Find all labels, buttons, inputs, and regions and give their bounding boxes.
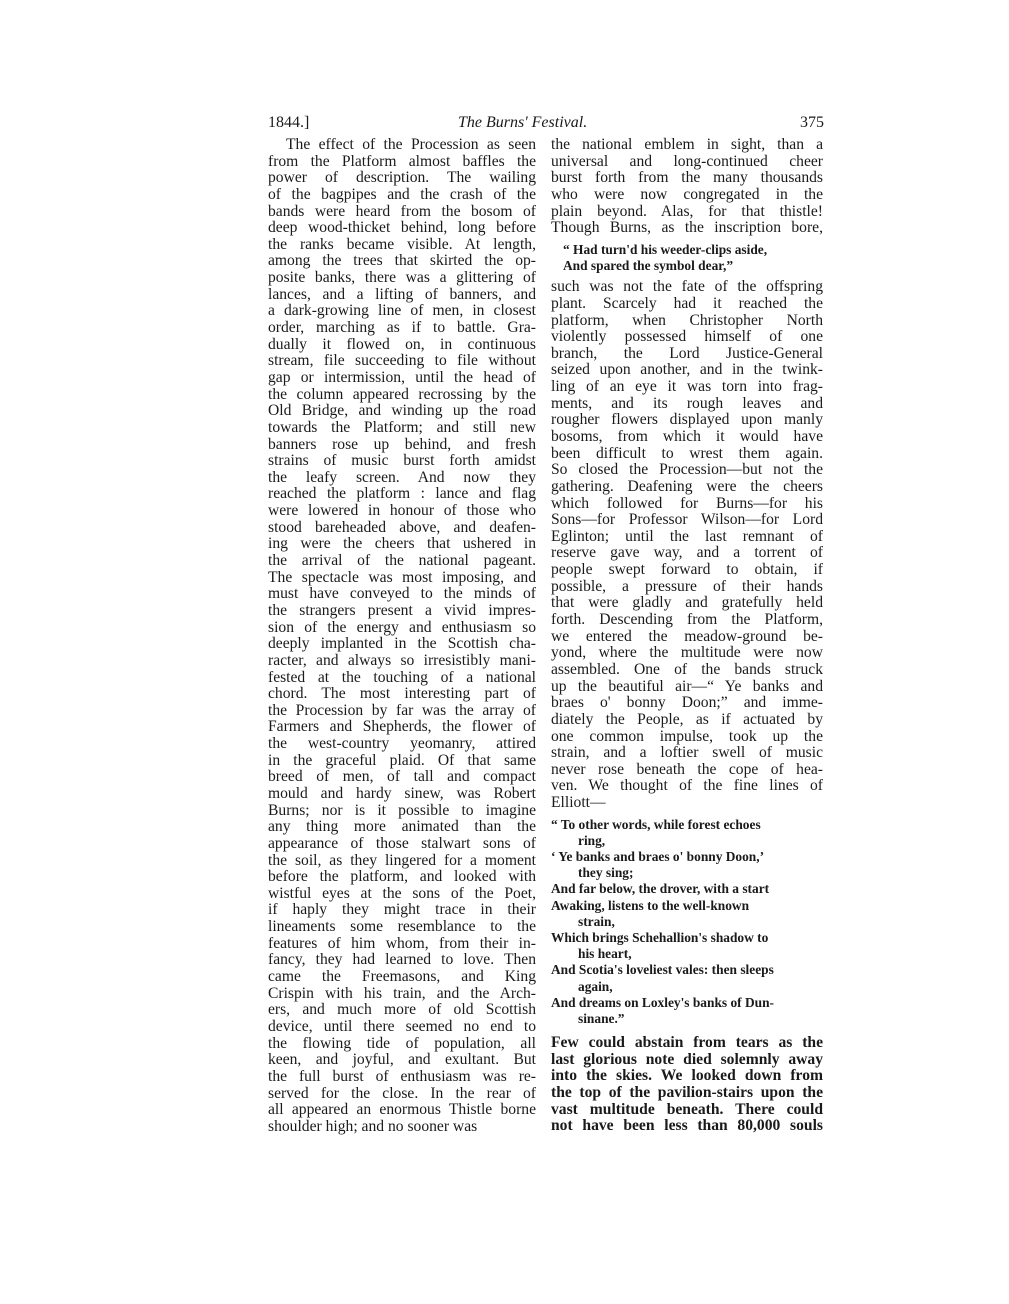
text-line: plant. Scarcely had it reached the — [551, 295, 823, 312]
text-line: possible, a pressure of their hands — [551, 578, 823, 595]
text-line: gathering. Deafening were the cheers — [551, 478, 823, 495]
verse-quote — [551, 817, 823, 1027]
text-line: lances, and a lifting of banners, and — [268, 286, 536, 303]
text-line: shoulder high; and no sooner was — [268, 1118, 478, 1135]
text-line: deep wood-thicket behind, long before — [268, 220, 536, 237]
text-line: Farmers and Shepherds, the flower of — [268, 719, 536, 736]
text-line: the arrival of the national pageant. — [268, 553, 536, 570]
text-line: ments, and its rough leaves and — [551, 395, 823, 412]
text-line: the ranks became visible. At length, — [268, 236, 536, 253]
text-line: the west-country yeomanry, attired — [268, 736, 536, 753]
text-line: served for the close. In the rear of — [268, 1085, 536, 1102]
text-line: the column appeared recrossing by the — [268, 386, 536, 403]
text-line: Elliott— — [551, 795, 606, 812]
text-line: Awaking, listens to the well-known — [551, 897, 750, 913]
text-line: again, — [578, 978, 613, 994]
text-line: from the Platform almost baffles the — [268, 153, 536, 170]
text-line: a dark-growing line of men, in closest — [268, 303, 536, 320]
text-line: not have been less than 80,000 souls — [551, 1118, 823, 1135]
text-line: fested at the touching of a national — [268, 669, 536, 686]
text-line: yond, where the multitude were now — [551, 645, 823, 662]
text-line: platform, when Christopher North — [551, 312, 823, 329]
text-line: ring, — [578, 832, 606, 848]
text-line: sinane.” — [578, 1010, 625, 1026]
text-line: burst forth from the many thousands — [551, 170, 823, 187]
text-line: ven. We thought of the fine lines of — [551, 778, 823, 795]
text-line: vast multitude beneath. There could — [551, 1101, 823, 1118]
text-line: stood bareheaded above, and deafen- — [268, 519, 536, 536]
text-line: keen, and joyful, and exultant. But — [268, 1052, 536, 1069]
text-line: order, marching as if to battle. Gra- — [268, 320, 536, 337]
running-title: The Burns' Festival. — [458, 114, 588, 131]
text-line: So closed the Procession—but not the — [551, 462, 823, 479]
text-line: strains of music burst forth amidst — [268, 453, 536, 470]
text-line: Sons—for Professor Wilson—for Lord — [551, 512, 823, 529]
text-line: forth. Descending from the Platform, — [551, 612, 823, 629]
text-line: if haply they might trace in their — [268, 902, 536, 919]
text-line: Few could abstain from tears as the — [551, 1035, 823, 1052]
text-line: racter, and always so irresistibly mani- — [268, 652, 536, 669]
text-line: And far below, the drover, with a start — [551, 881, 770, 897]
right-column — [551, 137, 823, 1135]
text-line: that were gladly and gratefully held — [551, 595, 823, 612]
text-line: strain, — [578, 913, 615, 929]
text-line: the leafy screen. And now they — [268, 469, 536, 486]
text-line: And Scotia's loveliest vales: then sleeps — [551, 962, 774, 978]
text-line: features of him whom, from their in- — [268, 935, 536, 952]
text-line: in the graceful plaid. Of that same — [268, 752, 536, 769]
text-line: dually it flowed on, in continuous — [268, 336, 536, 353]
text-line: violently possessed himself of one — [551, 329, 823, 346]
text-line: never rose beneath the cope of hea- — [551, 761, 823, 778]
text-line: branch, the Lord Justice-General — [551, 345, 823, 362]
text-line: were lowered in honour of those who — [268, 503, 536, 520]
text-line: deeply implanted in the Scottish cha- — [268, 636, 536, 653]
text-line: “ Had turn'd his weeder-clips aside, — [563, 241, 768, 257]
text-line: gap or intermission, until the head of — [268, 369, 536, 386]
text-line: Though Burns, as the inscription bore, — [551, 220, 823, 237]
text-line: mould and hardy sinew, was Robert — [268, 785, 536, 802]
header-year: 1844.] — [268, 114, 310, 131]
text-line: of the bagpipes and the crash of the — [268, 186, 536, 203]
text-line: power of description. The wailing — [268, 170, 536, 187]
text-line: they sing; — [578, 865, 634, 881]
text-line: who were now congregated in the — [551, 186, 823, 203]
text-line: before the platform, and looked with — [268, 869, 536, 886]
left-column — [268, 137, 536, 1135]
text-line: braes o' bonny Doon;” and imme- — [551, 695, 823, 712]
text-line: lineaments some resemblance to the — [268, 919, 536, 936]
text-line: bands were heard from the bosom of — [268, 203, 536, 220]
text-line: the top of the pavilion-stairs upon the — [551, 1085, 823, 1102]
text-line: ‘ Ye banks and braes o' bonny Doon,’ — [551, 849, 765, 865]
page-number: 375 — [800, 114, 824, 131]
text-line: came the Freemasons, and King — [268, 969, 536, 986]
text-line: And spared the symbol dear,” — [563, 258, 734, 274]
text-line: towards the Platform; and still new — [268, 419, 536, 436]
text-line: we entered the meadow-ground be- — [551, 628, 823, 645]
text-line: the strangers present a vivid impres- — [268, 602, 536, 619]
text-line: Burns; nor is it possible to imagine — [268, 802, 536, 819]
text-line: people swept forward to obtain, if — [551, 562, 823, 579]
spacer — [551, 1027, 823, 1035]
text-line: device, until there seemed no end to — [268, 1018, 536, 1035]
text-line: Crispin with his train, and the Arch- — [268, 985, 536, 1002]
text-line: assembled. One of the bands struck — [551, 661, 823, 678]
text-line: appearance of those stalwart sons of — [268, 835, 536, 852]
text-line: the soil, as they lingered for a moment — [268, 852, 536, 869]
text-line: universal and long-continued cheer — [551, 153, 823, 170]
text-line: up the beautiful air—“ Ye banks and — [551, 678, 823, 695]
text-line: reserve gave way, and a torrent of — [551, 545, 823, 562]
text-line: the Procession by far was the array of — [268, 702, 536, 719]
page-header — [268, 114, 824, 134]
text-line: any thing more animated than the — [268, 819, 536, 836]
text-line: The spectacle was most imposing, and — [268, 569, 536, 586]
text-line: strain, and a loftier swell of music — [551, 745, 823, 762]
text-line: bosoms, from which it would have — [551, 428, 823, 445]
text-line: ers, and much more of old Scottish — [268, 1002, 536, 1019]
text-line: reached the platform : lance and flag — [268, 486, 536, 503]
text-line: Which brings Schehallion's shadow to — [551, 930, 769, 946]
text-line: “ To other words, while forest echoes — [551, 816, 761, 832]
text-line: sion of the energy and enthusiasm so — [268, 619, 536, 636]
text-line: all appeared an enormous Thistle borne — [268, 1102, 536, 1119]
text-line: which followed for Burns—for his — [551, 495, 823, 512]
text-line: posite banks, there was a glittering of — [268, 270, 536, 287]
text-line: one common impulse, took up the — [551, 728, 823, 745]
verse-quote — [551, 242, 823, 274]
text-line: banners rose up behind, and fresh — [268, 436, 536, 453]
text-line: into the skies. We looked down from — [551, 1068, 823, 1085]
text-line: And dreams on Loxley's banks of Dun- — [551, 994, 774, 1010]
text-line: chord. The most interesting part of — [268, 686, 536, 703]
text-line: Eglinton; until the last remnant of — [551, 528, 823, 545]
text-line: rougher flowers displayed upon manly — [551, 412, 823, 429]
text-line: such was not the fate of the offspring — [551, 279, 823, 296]
text-line: his heart, — [578, 946, 632, 962]
text-line: must have conveyed to the minds of — [268, 586, 536, 603]
text-line: stream, file succeeding to file without — [268, 353, 536, 370]
text-line: wistful eyes at the sons of the Poet, — [268, 885, 536, 902]
text-line: fancy, they had learned to love. Then — [268, 952, 536, 969]
text-line: The effect of the Procession as seen — [286, 137, 536, 153]
text-line: Old Bridge, and winding up the road — [268, 403, 536, 420]
text-line: the national emblem in sight, than a — [551, 137, 823, 153]
text-line: among the trees that skirted the op- — [268, 253, 536, 270]
text-line: last glorious note died solemnly away — [551, 1051, 823, 1068]
text-line: the full burst of enthusiasm was re- — [268, 1068, 536, 1085]
text-line: seized upon another, and in the twink- — [551, 362, 823, 379]
text-line: diately the People, as if actuated by — [551, 711, 823, 728]
text-line: been difficult to wrest them again. — [551, 445, 823, 462]
text-line: ing were the cheers that ushered in — [268, 536, 536, 553]
text-line: breed of men, of tall and compact — [268, 769, 536, 786]
text-line: the flowing tide of population, all — [268, 1035, 536, 1052]
text-line: ling of an eye it was torn into frag- — [551, 379, 823, 396]
text-line: plain beyond. Alas, for that thistle! — [551, 203, 823, 220]
